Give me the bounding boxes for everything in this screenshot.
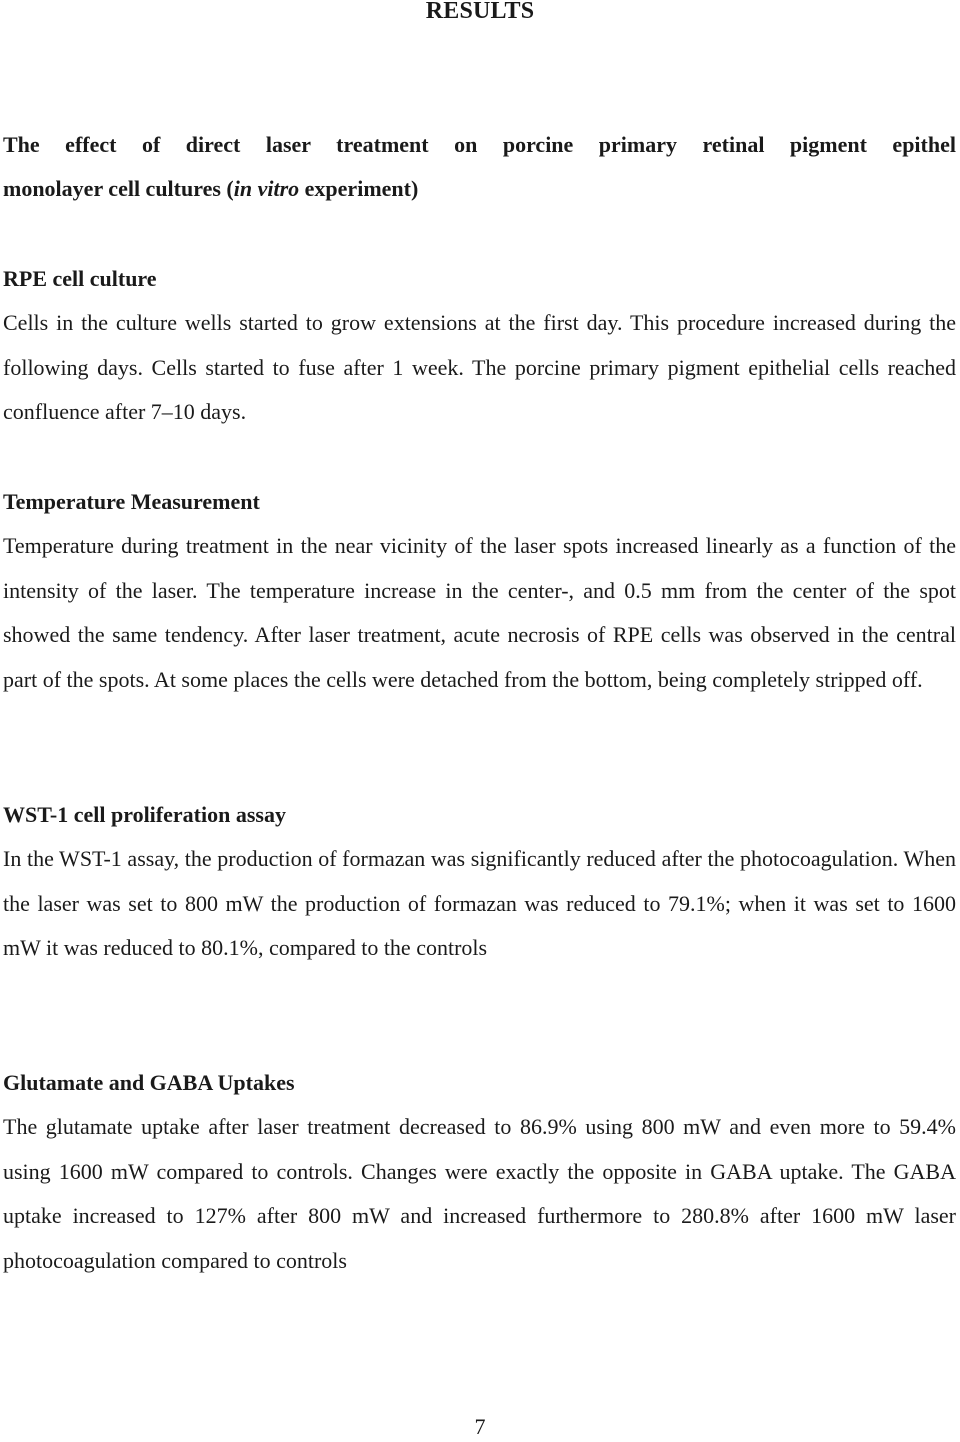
section-title-line-2: [3, 167, 956, 211]
subsection-paragraph: The glutamate uptake after laser treatment decreased to 86.9% using 800 mW and even more to 59.4% using 1600 mW compared to controls. Changes were exactly the opposite in GABA uptake. The GABA uptake increased to 127% after 800 mW and increased furthermore to 280.8% after 1600 mW laser photocoagulation compared to controls: [3, 1114, 956, 1273]
subsection-wst1-assay: [3, 793, 956, 971]
subsection-paragraph: Cells in the culture wells started to grow extensions at the first day. This procedure increased during the following days. Cells started to fuse after 1 week. The porcine primary pigment epithelial cells reached confluence after 7–10 days.: [3, 310, 956, 425]
subsection-glutamate-gaba-uptakes: [3, 1061, 956, 1283]
section-title-prefix: monolayer cell cultures (: [3, 176, 234, 201]
section-title-italic: in vitro: [233, 176, 300, 201]
page-number: 7: [474, 1414, 486, 1439]
subsection-heading: Temperature Measurement: [3, 489, 260, 514]
subsection-heading: WST-1 cell proliferation assay: [3, 802, 286, 827]
section-title-suffix: experiment): [299, 176, 419, 201]
subsection-temperature-measurement: [3, 480, 956, 702]
subsection-heading: Glutamate and GABA Uptakes: [3, 1070, 295, 1095]
subsection-paragraph: In the WST-1 assay, the production of formazan was significantly reduced after the photocoagulation. When the laser was set to 800 mW the production of formazan was reduced to 79.1%; when it was set to 1600 mW it was reduced to 80.1%, compared to the controls: [3, 846, 956, 961]
section-title: [3, 123, 956, 211]
page-title: RESULTS: [425, 0, 535, 24]
section-title-line-1: The effect of direct laser treatment on porcine primary retinal pigment epithel: [3, 132, 956, 157]
subsection-paragraph: Temperature during treatment in the near vicinity of the laser spots increased linearly as a function of the intensity of the laser. The temperature increase in the center-, and 0.5 mm from the center of the spot showed the same tendency. After laser treatment, acute necrosis of RPE cells was observed in the central part of the spots. At some places the cells were detached from the bottom, being completely stripped off.: [3, 533, 956, 692]
subsection-heading: RPE cell culture: [3, 266, 157, 291]
subsection-rpe-cell-culture: [3, 257, 956, 435]
